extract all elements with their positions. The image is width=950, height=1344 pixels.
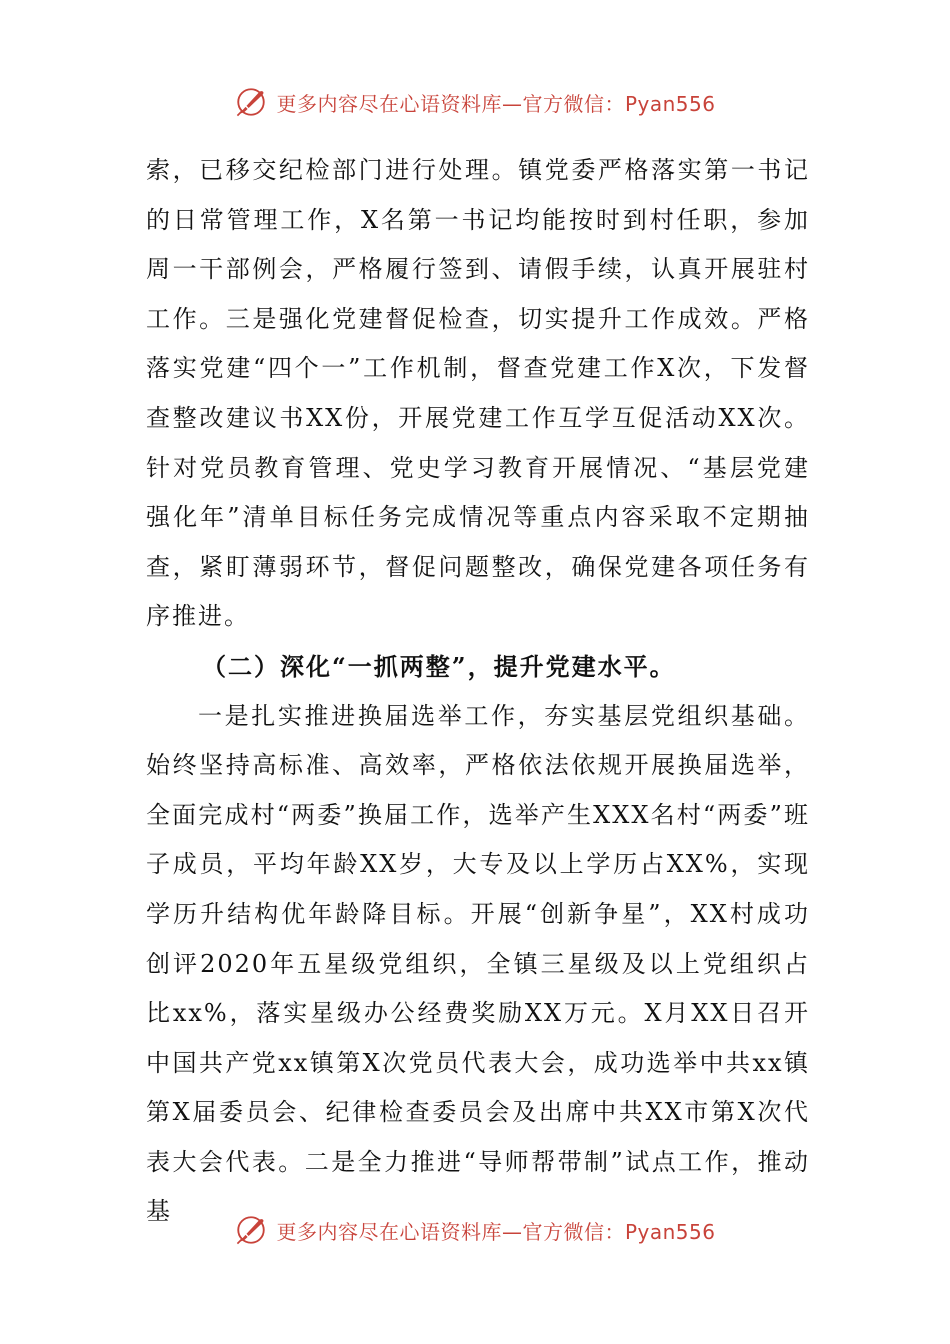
body-paragraph: 一是扎实推进换届选举工作，夯实基层党组织基础。始终坚持高标准、高效率，严格依法依规开展换届选举，全面完成村“两委”换届工作，选举产生XXX名村“两委”班子成员，平均年龄XX岁，大专及以上学历占XX%，实现学历升结构优年龄降目标。开展“创新争星”，XX村成功创评2020年五星级党组织，全镇三星级及以上党组织占比xx%，落实星级办公经费奖励XX万元。X月XX日召开中国共产党xx镇第X次党员代表大会，成功选举中共xx镇第X届委员会、纪律检查委员会及出席中共XX市第X次代表大会代表。二是全力推进“导师帮带制”试点工作，推动基 (146, 701, 810, 1226)
footer-watermark (0, 1208, 950, 1252)
watermark-text: 更多内容尽在心语资料库—官方微信：Pyan556 (276, 91, 716, 116)
quill-pen-circle-icon (234, 85, 268, 119)
section-heading: （二）深化“一抓两整”，提升党建水平。 (202, 651, 676, 681)
header-watermark (0, 80, 950, 124)
body-paragraph: 索，已移交纪检部门进行处理。镇党委严格落实第一书记的日常管理工作，X名第一书记均能按时到村任职，参加周一干部例会，严格履行签到、请假手续，认真开展驻村工作。三是强化党建督促检查，切实提升工作成效。严格落实党建“四个一”工作机制，督查党建工作X次，下发督查整改建议书XX份，开展党建工作互学互促活动XX次。针对党员教育管理、党史学习教育开展情况、“基层党建强化年”清单目标任务完成情况等重点内容采取不定期抽查，紧盯薄弱环节，督促问题整改，确保党建各项任务有序推进。 (146, 156, 810, 631)
quill-pen-circle-icon (234, 1213, 268, 1247)
watermark-text: 更多内容尽在心语资料库—官方微信：Pyan556 (276, 1219, 716, 1244)
document-body (146, 146, 810, 1237)
